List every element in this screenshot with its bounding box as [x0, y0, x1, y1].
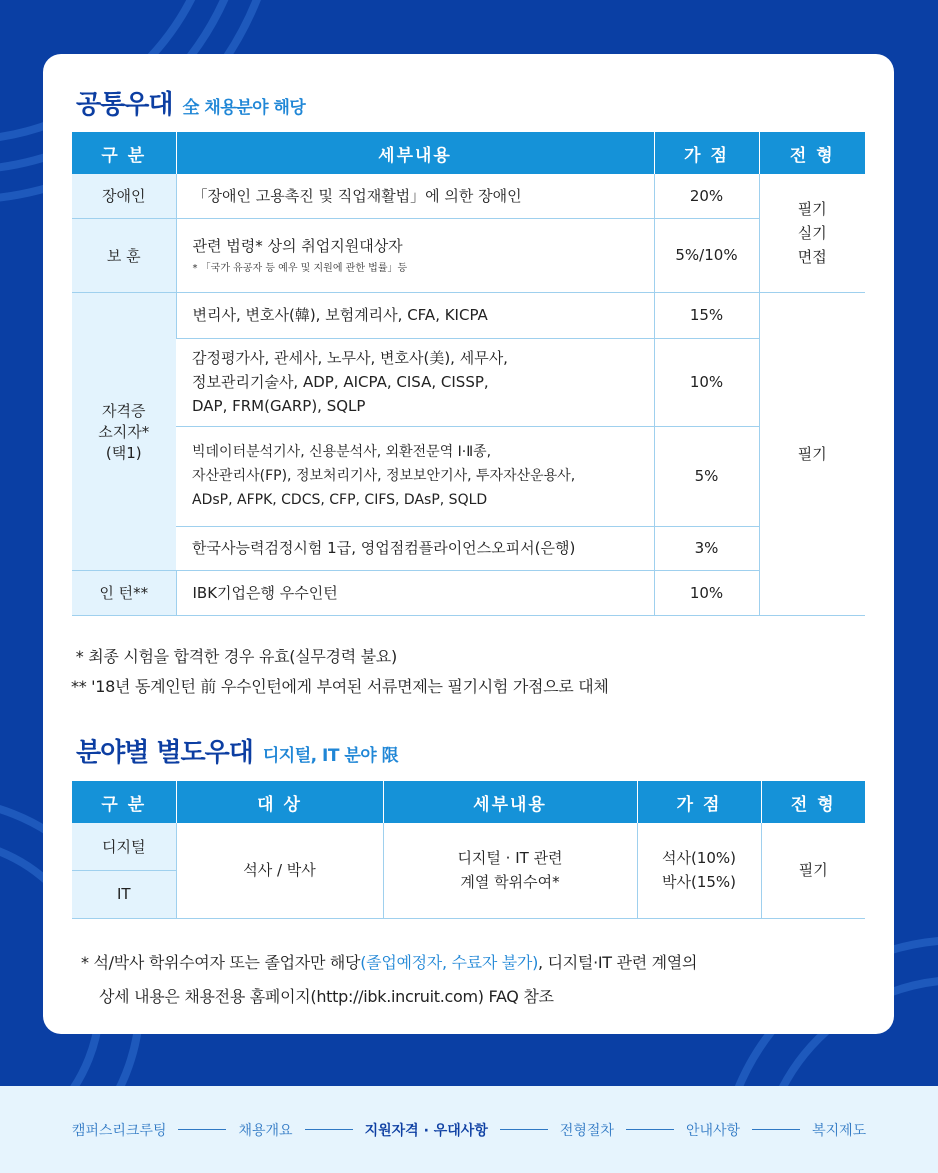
- detail-line: 정보관리기술사, ADP, AICPA, CISA, CISSP,: [192, 373, 489, 391]
- section1-subtitle: 全 채용분야 해당: [182, 98, 306, 118]
- content-card: [43, 54, 894, 1034]
- table-row: [72, 426, 865, 526]
- category-disabled: 장애인: [72, 174, 176, 218]
- field-benefits-table: [72, 781, 865, 919]
- section1-note-1: * 최종 시험을 합격한 경우 유효(실무경력 불요): [71, 647, 397, 666]
- table-row: [72, 292, 865, 338]
- nav-divider: [178, 1129, 226, 1130]
- category-cert-line: (택1): [105, 443, 142, 462]
- target-cell: 석사 / 박사: [176, 823, 383, 918]
- nav-campus-recruiting[interactable]: 캠퍼스리크루팅: [71, 1122, 167, 1139]
- category-digital: 디지털: [72, 823, 176, 870]
- detail-cell: [383, 823, 637, 918]
- detail-veteran-footnote: * 「국가 유공자 등 예우 및 지원에 관한 법률」등: [192, 263, 408, 274]
- points-cert2: 10%: [654, 338, 759, 426]
- points-intern: 10%: [654, 570, 759, 615]
- type-cell-2: 필기: [759, 292, 865, 615]
- detail-line: 자산관리사(FP), 정보처리기사, 정보보안기사, 투자자산운용사,: [192, 468, 576, 484]
- note-text: * 석/박사 학위수여자 또는 졸업자만 해당: [81, 953, 361, 972]
- header-target: 대 상: [176, 781, 383, 823]
- note-highlight: (졸업예정자, 수료자 불가): [360, 953, 539, 972]
- detail-veteran: [176, 218, 654, 292]
- table-row: [72, 526, 865, 570]
- points-veteran: 5%/10%: [654, 218, 759, 292]
- section2-subtitle: 디지털, IT 분야 限: [262, 746, 399, 766]
- points-cert4: 3%: [654, 526, 759, 570]
- category-it: IT: [72, 870, 176, 918]
- points-line: 박사(15%): [661, 873, 737, 892]
- type-cell: 필기: [761, 823, 865, 918]
- points-cert1: 15%: [654, 292, 759, 338]
- nav-selection-process[interactable]: 전형절차: [559, 1122, 614, 1139]
- header-detail: 세부내용: [176, 132, 654, 174]
- table-row: [72, 570, 865, 615]
- category-cert-line: 소지자*: [98, 422, 150, 441]
- detail-veteran-text: 관련 법령* 상의 취업지원대상자: [192, 237, 403, 255]
- nav-qualifications[interactable]: 지원자격 · 우대사항: [364, 1122, 488, 1139]
- header-type: 전 형: [759, 132, 865, 174]
- section1-heading: [76, 84, 305, 121]
- detail-line: DAP, FRM(GARP), SQLP: [192, 397, 366, 415]
- header-points: 가 점: [654, 132, 759, 174]
- detail-line: 빅데이터분석기사, 신용분석사, 외환전문역 Ⅰ·Ⅱ종,: [192, 444, 492, 460]
- section2-title: 분야별 별도우대: [76, 738, 253, 768]
- type-cell-1: [759, 174, 865, 292]
- detail-cert4: 한국사능력검정시험 1급, 영업점컴플라이언스오피서(은행): [176, 526, 654, 570]
- detail-cert3: [176, 426, 654, 526]
- header-category: 구 분: [72, 781, 176, 823]
- type-line: 면접: [797, 247, 827, 266]
- section2-heading: [76, 732, 398, 769]
- detail-intern: IBK기업은행 우수인턴: [176, 570, 654, 615]
- points-disabled: 20%: [654, 174, 759, 218]
- type-line: 실기: [797, 223, 827, 242]
- category-intern: 인 턴**: [72, 570, 176, 615]
- detail-cert1: 변리사, 변호사(韓), 보험계리사, CFA, KICPA: [176, 292, 654, 338]
- common-benefits-table: [72, 132, 865, 616]
- nav-divider: [305, 1129, 353, 1130]
- detail-cert2: [176, 338, 654, 426]
- nav-divider: [500, 1129, 548, 1130]
- detail-line: 계열 학위수여*: [460, 873, 560, 892]
- points-cell: [637, 823, 761, 918]
- detail-line: ADsP, AFPK, CDCS, CFP, CIFS, DAsP, SQLD: [192, 492, 488, 508]
- section2-note-1: [81, 950, 697, 973]
- table-row: [72, 174, 865, 218]
- footer-nav: [0, 1086, 938, 1173]
- table-row: [72, 218, 865, 292]
- table-row: [72, 338, 865, 426]
- header-type: 전 형: [761, 781, 865, 823]
- section2-note-2: 상세 내용은 채용전용 홈페이지(http://ibk.incruit.com) FAQ 참조: [99, 987, 554, 1006]
- header-detail: 세부내용: [383, 781, 637, 823]
- nav-recruit-overview[interactable]: 채용개요: [238, 1122, 293, 1139]
- nav-notices[interactable]: 안내사항: [685, 1122, 741, 1139]
- nav-welfare[interactable]: 복지제도: [812, 1122, 867, 1139]
- detail-line: 디지털 · IT 관련: [457, 849, 563, 868]
- header-points: 가 점: [637, 781, 761, 823]
- header-category: 구 분: [72, 132, 176, 174]
- section1-note-2: ** '18년 동계인턴 前 우수인턴에게 부여된 서류면제는 필기시험 가점으로 대체: [71, 677, 609, 696]
- note-text: , 디지털·IT 관련 계열의: [538, 953, 698, 972]
- category-cert: [72, 292, 176, 570]
- detail-line: 감정평가사, 관세사, 노무사, 변호사(美), 세무사,: [192, 349, 508, 367]
- category-veteran: 보 훈: [72, 218, 176, 292]
- table-header-row: [72, 132, 865, 174]
- table-header-row: [72, 781, 865, 823]
- nav-divider: [752, 1129, 800, 1130]
- points-line: 석사(10%): [661, 849, 737, 868]
- nav-divider: [626, 1129, 674, 1130]
- type-line: 필기: [797, 199, 827, 218]
- table-row: [72, 823, 865, 870]
- detail-disabled: 「장애인 고용촉진 및 직업재활법」에 의한 장애인: [176, 174, 654, 218]
- category-cert-line: 자격증: [102, 401, 146, 420]
- points-cert3: 5%: [654, 426, 759, 526]
- section1-title: 공통우대: [76, 90, 173, 120]
